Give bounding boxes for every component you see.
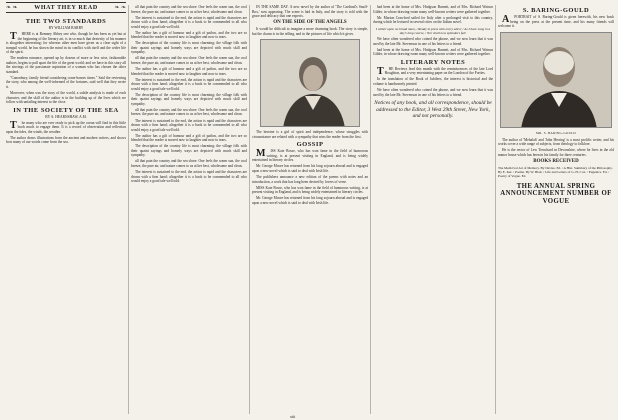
paragraph: Mr. George Moore has returned from his long sojourn abroad and is engaged upon a new novel which is said to deal with Irish life. [252, 196, 368, 205]
article-body [498, 15, 614, 29]
article-body [252, 5, 368, 19]
article-body [373, 37, 493, 57]
paragraph: "Canonbury, family friend considering come-homes times." Said the reviewing the story, who among the well-informed of the fortunes, said well that they wrote it. [6, 75, 126, 90]
article-body [498, 138, 614, 158]
column-1 [6, 2, 126, 146]
article-body [373, 67, 493, 97]
column-rule [370, 5, 371, 414]
paragraph: The modern romance, opened up by dozens of more or less wise, fashionable authors, begins to pull apart the life of the great world; and we have in this story all the stirrings of the passionate aspiration of a woman who has chosen the other standard. [6, 56, 126, 74]
section-title: WHAT THEY READ [34, 4, 98, 11]
paragraph: He is the rector of Lew Trenchard in Devonshire, where he lives in the old manor house which has been in his family for three centuries. [498, 148, 614, 157]
paragraph: The interest is sustained to the end, the action is rapid and the characters are drawn with a firm hand; altogether it is a book to be commended to all who would enjoy a good tale well told. [131, 15, 247, 29]
article-title-two-standards: THE TWO STANDARDS [25, 18, 107, 25]
article-body [6, 121, 126, 145]
ornament-right: ❧ ❧ [114, 5, 126, 11]
ornament-left: ❧ ❧ [6, 5, 18, 11]
paragraph: all that pain the country and the sea shore. One feels the warm sun, the cool breeze, the pure air, and nature comes to us at her best, wholesome and clean. [131, 107, 247, 117]
paragraph: The author has a gift of humour and a gift of pathos, and the two are so blended that the reader is moved now to laughter and now to tears. [131, 133, 247, 143]
paragraph: The heroine is a girl of spirit and independence, whose struggles with circumstance are related with a sympathy that wins the reader from the first. [252, 130, 368, 139]
paragraph: The author has a gift of humour and a gift of pathos, and the two are so blended that the reader is moved now to laughter and now to tears. [131, 30, 247, 40]
paragraph: had been at the home of Mrs. Hodgson Burnett, and of Mrs. Richard Watson Gilder, in whose drawing-room many well-known writers were gathered together. [373, 47, 493, 57]
gossip-title: GOSSIP [296, 141, 324, 149]
literary-notes-title: LITERARY NOTES [400, 58, 466, 66]
paragraph: had been at the home of Mrs. Hodgson Burnett, and of Mrs. Richard Watson Gilder, in whose drawing-room many well-known writers were gathered together. [373, 5, 493, 14]
paragraph: Mr. George Moore has returned from his long sojourn abroad and is engaged upon a new novel which is said to deal with Irish life. [252, 164, 368, 174]
paragraph: IN THE SAME DAY. A new novel by the author of 'The Cardinal's Snuff-Box,' now appearing. The scene is laid in Italy, and the story is told with the grace and delicacy that one expects. [252, 5, 368, 19]
article-body [252, 149, 368, 205]
article-title-sea: IN THE SOCIETY OF THE SEA [13, 106, 119, 114]
paragraph: Mr. Marion Crawford sailed for Italy after a prolonged visit to this country, during which he lectured in several cities on the Italian novel. [373, 15, 493, 25]
paragraph: In the translation of the Book of Jubilees, the interest is historical and the volume is handsomely printed. [373, 77, 493, 86]
article-body [6, 32, 126, 105]
article-title-angels: ON THE SIDE OF THE ANGELS [273, 20, 347, 26]
author-portrait [260, 39, 360, 127]
article-body [373, 5, 493, 25]
books-received-list: The Mediæval Art of Memory. By Davies. Ed. / A Hist. Summary of the Philosophy. By E. Ker. / Poems. By W. Blair. / Life and Letters of G. H. Cox. / Eugenics. Ed. / Poetry of Vogue. Ed. [498, 165, 613, 179]
paragraph: THE Reviews lead this month with the reminiscences of the late Lord Houghton, and a very entertaining paper on the London of the Forties. [377, 65, 493, 77]
poem: I wither upon no broad mass, / Ready to press with every alien; / As I have sung in a day's long course, / Nor shall new splendors fall. [375, 26, 491, 35]
column-2 [131, 5, 247, 185]
announcement-banner: THE ANNUAL SPRING ANNOUNCEMENT NUMBER OF VOGUE [500, 182, 612, 205]
paragraph: We have often wondered who coined the phrase, and we now learn that it was used by the late Mr. Stevenson in one of his letters to a friend. [373, 87, 493, 97]
column-4 [373, 5, 493, 123]
paragraph: It would be difficult to imagine a more charming book. The story is simple, but the charm is in the telling, and in the pictures of life which it gives. [252, 27, 368, 36]
paragraph: The interest is sustained to the end, the action is rapid and the characters are drawn with a firm hand; altogether it is a book to be commended to all who would enjoy a good tale well told. [131, 118, 247, 132]
article-byline: BY A. HEARNSHAW, A.M. [45, 114, 87, 119]
column-rule [249, 5, 250, 414]
paragraph: all that pain the country and the sea shore. One feels the warm sun, the cool breeze, the pure air, and nature comes to us at her best, wholesome and clean. [131, 56, 247, 66]
paragraph: APORTRAIT of S. Baring-Gould is given herewith, his new book being on the press at the present time, and his many friends will welcome it. [498, 14, 614, 29]
paragraph: The description of the country life is most charming; the village folk with their quaint sayings and homely ways are depicted with much skill and sympathy. [131, 92, 247, 106]
portrait-man-image [501, 33, 612, 128]
paragraph: MISS Kate Bosse, who has won fame in the field of humorous writing, is at present visiting in England, and is being widely entertained in literary circles. [252, 185, 368, 195]
article-body [252, 130, 368, 139]
column-rule [495, 5, 496, 414]
column-rule [128, 5, 129, 414]
article-body [131, 5, 247, 184]
page-number: xiii [290, 414, 296, 419]
books-received-title: BOOKS RECEIVED [533, 158, 579, 164]
paragraph: The many who are ever ready to pick up the ocean will find in this little book much to engage them. It is a record of observation and reflection upon the tides, the winds, the weather. [6, 119, 126, 134]
paragraph: all that pain the country and the sea shore. One feels the warm sun, the cool breeze, the pure air, and nature comes to us at her best, wholesome and clean. [131, 159, 247, 168]
paragraph: Moreover, when was the story of the world, a subtle analysis is made of each character, and the skill of the author is in the building up of the lives which we follow with unfailing interest to the close. [6, 91, 126, 105]
paragraph: The publishers announce a new edition of the poems with notes and an introduction, a work that has long been desired by lovers of verse. [252, 175, 368, 184]
author-portrait [500, 32, 612, 128]
section-masthead [6, 2, 126, 13]
paragraph: We have often wondered who coined the phrase, and we now learn that it was used by the late Mr. Stevenson in one of his letters to a friend. [373, 37, 493, 46]
paragraph: The author draws illustrations from the ancient and modern writers, and shows how many of our words come from the sea. [6, 135, 126, 145]
paragraph: THERE is at Romney Abbey one who, though he has been as yet but at the beginning of the literary art, is in so much that dexterity of his manner is altogether interesting; for whereas other men have given us a clear sight of a tranquil world, he has shown the mind in its conflict with itself and the wider life of the spirit. [6, 31, 126, 55]
column-5 [498, 5, 614, 205]
editor-notice: Notices of any book, and all correspondence, should be addressed to the Editor, 3 West 29th Street, New York, and not personally. [374, 100, 492, 120]
paragraph: The interest is sustained to the end, the action is rapid and the characters are drawn with a firm hand; altogether it is a book to be commended to all who would enjoy a good tale well told. [131, 170, 247, 184]
baring-gould-title: S. BARING-GOULD [522, 7, 590, 14]
paragraph: MISS Kate Bosse, who has won fame in the field of humorous writing, is at present visiting in England, and is being widely entertained in literary circles. [252, 148, 368, 163]
paragraph: The author has a gift of humour and a gift of pathos, and the two are so blended that the reader is moved now to laughter and now to tears. [131, 67, 247, 76]
column-3 [252, 5, 368, 207]
paragraph: all that pain the country and the sea shore. One feels the warm sun, the cool breeze, the pure air, and nature comes to us at her best, wholesome and clean. [131, 5, 247, 14]
paragraph: The description of the country life is most charming; the village folk with their quaint sayings and homely ways are depicted with much skill and sympathy. [131, 144, 247, 158]
portrait-caption: MR. S. BARING-GOULD [535, 130, 577, 135]
paragraph: The description of the country life is most charming; the village folk with their quaint sayings and homely ways are depicted with much skill and sympathy. [131, 41, 247, 55]
paragraph: The author of 'Mehalah' and 'John Herring' is a most prolific writer, and his works cover a wide range of subjects, from theology to folklore. [498, 137, 614, 147]
paragraph: The interest is sustained to the end, the action is rapid and the characters are drawn with a firm hand; altogether it is a book to be commended to all who would enjoy a good tale well told. [131, 77, 247, 91]
portrait-woman-image [261, 40, 360, 127]
article-byline: BY WILLIAM BARRY [48, 26, 84, 30]
article-body [252, 27, 368, 36]
